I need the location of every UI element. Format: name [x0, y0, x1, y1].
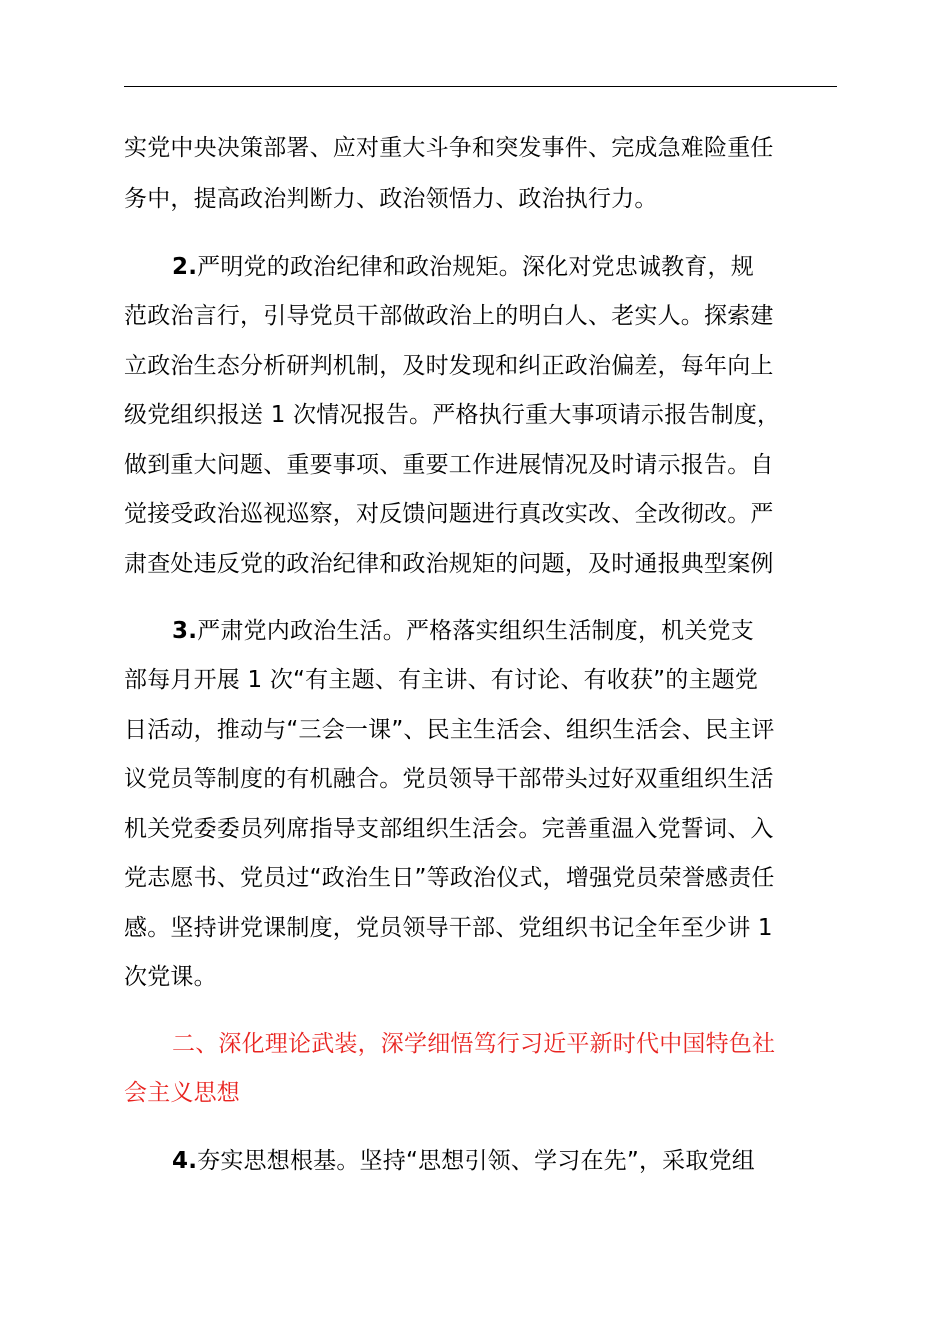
section-heading-line-2: 会主义思想	[124, 1080, 240, 1106]
para-2-line-1	[172, 252, 840, 282]
section-heading-line-1: 二、深化理论武装，深学细悟笃行习近平新时代中国特色社	[172, 1031, 776, 1057]
para-3-line-1	[172, 616, 840, 646]
para-3-line-5: 机关党委委员列席指导支部组织生活会。完善重温入党誓词、入	[124, 816, 774, 842]
para-2-line-1-text: 严明党的政治纪律和政治规矩。深化对党忠诚教育，规	[197, 254, 754, 280]
para-4-line-1-text: 夯实思想根基。坚持“思想引领、学习在先”，采取党组	[197, 1148, 755, 1174]
item-number-4: 4.	[172, 1148, 198, 1174]
para-4-line-1	[172, 1146, 840, 1176]
item-number-3: 3.	[172, 618, 198, 644]
para-2-line-5: 做到重大问题、重要事项、重要工作进展情况及时请示报告。自	[124, 452, 774, 478]
para-2-line-2: 范政治言行，引导党员干部做政治上的明白人、老实人。探索建	[124, 303, 774, 329]
para-2-line-3: 立政治生态分析研判机制，及时发现和纠正政治偏差，每年向上	[124, 353, 774, 379]
para-3-line-6: 党志愿书、党员过“政治生日”等政治仪式，增强党员荣誉感责任	[124, 865, 775, 891]
para-2-line-7: 肃查处违反党的政治纪律和政治规矩的问题，及时通报典型案例	[124, 551, 774, 577]
para-2-line-4: 级党组织报送 1 次情况报告。严格执行重大事项请示报告制度，	[124, 402, 781, 428]
para-3-line-7: 感。坚持讲党课制度，党员领导干部、党组织书记全年至少讲 1	[124, 915, 773, 941]
para-3-line-1-text: 严肃党内政治生活。严格落实组织生活制度，机关党支	[197, 618, 754, 644]
para-3-line-2: 部每月开展 1 次“有主题、有主讲、有讨论、有收获”的主题党	[124, 667, 759, 693]
para-3-line-8: 次党课。	[124, 964, 217, 990]
para-1-line-1: 实党中央决策部署、应对重大斗争和突发事件、完成急难险重任	[124, 135, 774, 161]
para-2-line-6: 觉接受政治巡视巡察，对反馈问题进行真改实改、全改彻改。严	[124, 501, 774, 527]
header-rule	[124, 86, 837, 87]
para-3-line-4: 议党员等制度的有机融合。党员领导干部带头过好双重组织生活	[124, 766, 774, 792]
item-number-2: 2.	[172, 254, 198, 280]
para-3-line-3: 日活动，推动与“三会一课”、民主生活会、组织生活会、民主评	[124, 717, 775, 743]
para-1-line-2: 务中，提高政治判断力、政治领悟力、政治执行力。	[124, 186, 658, 212]
